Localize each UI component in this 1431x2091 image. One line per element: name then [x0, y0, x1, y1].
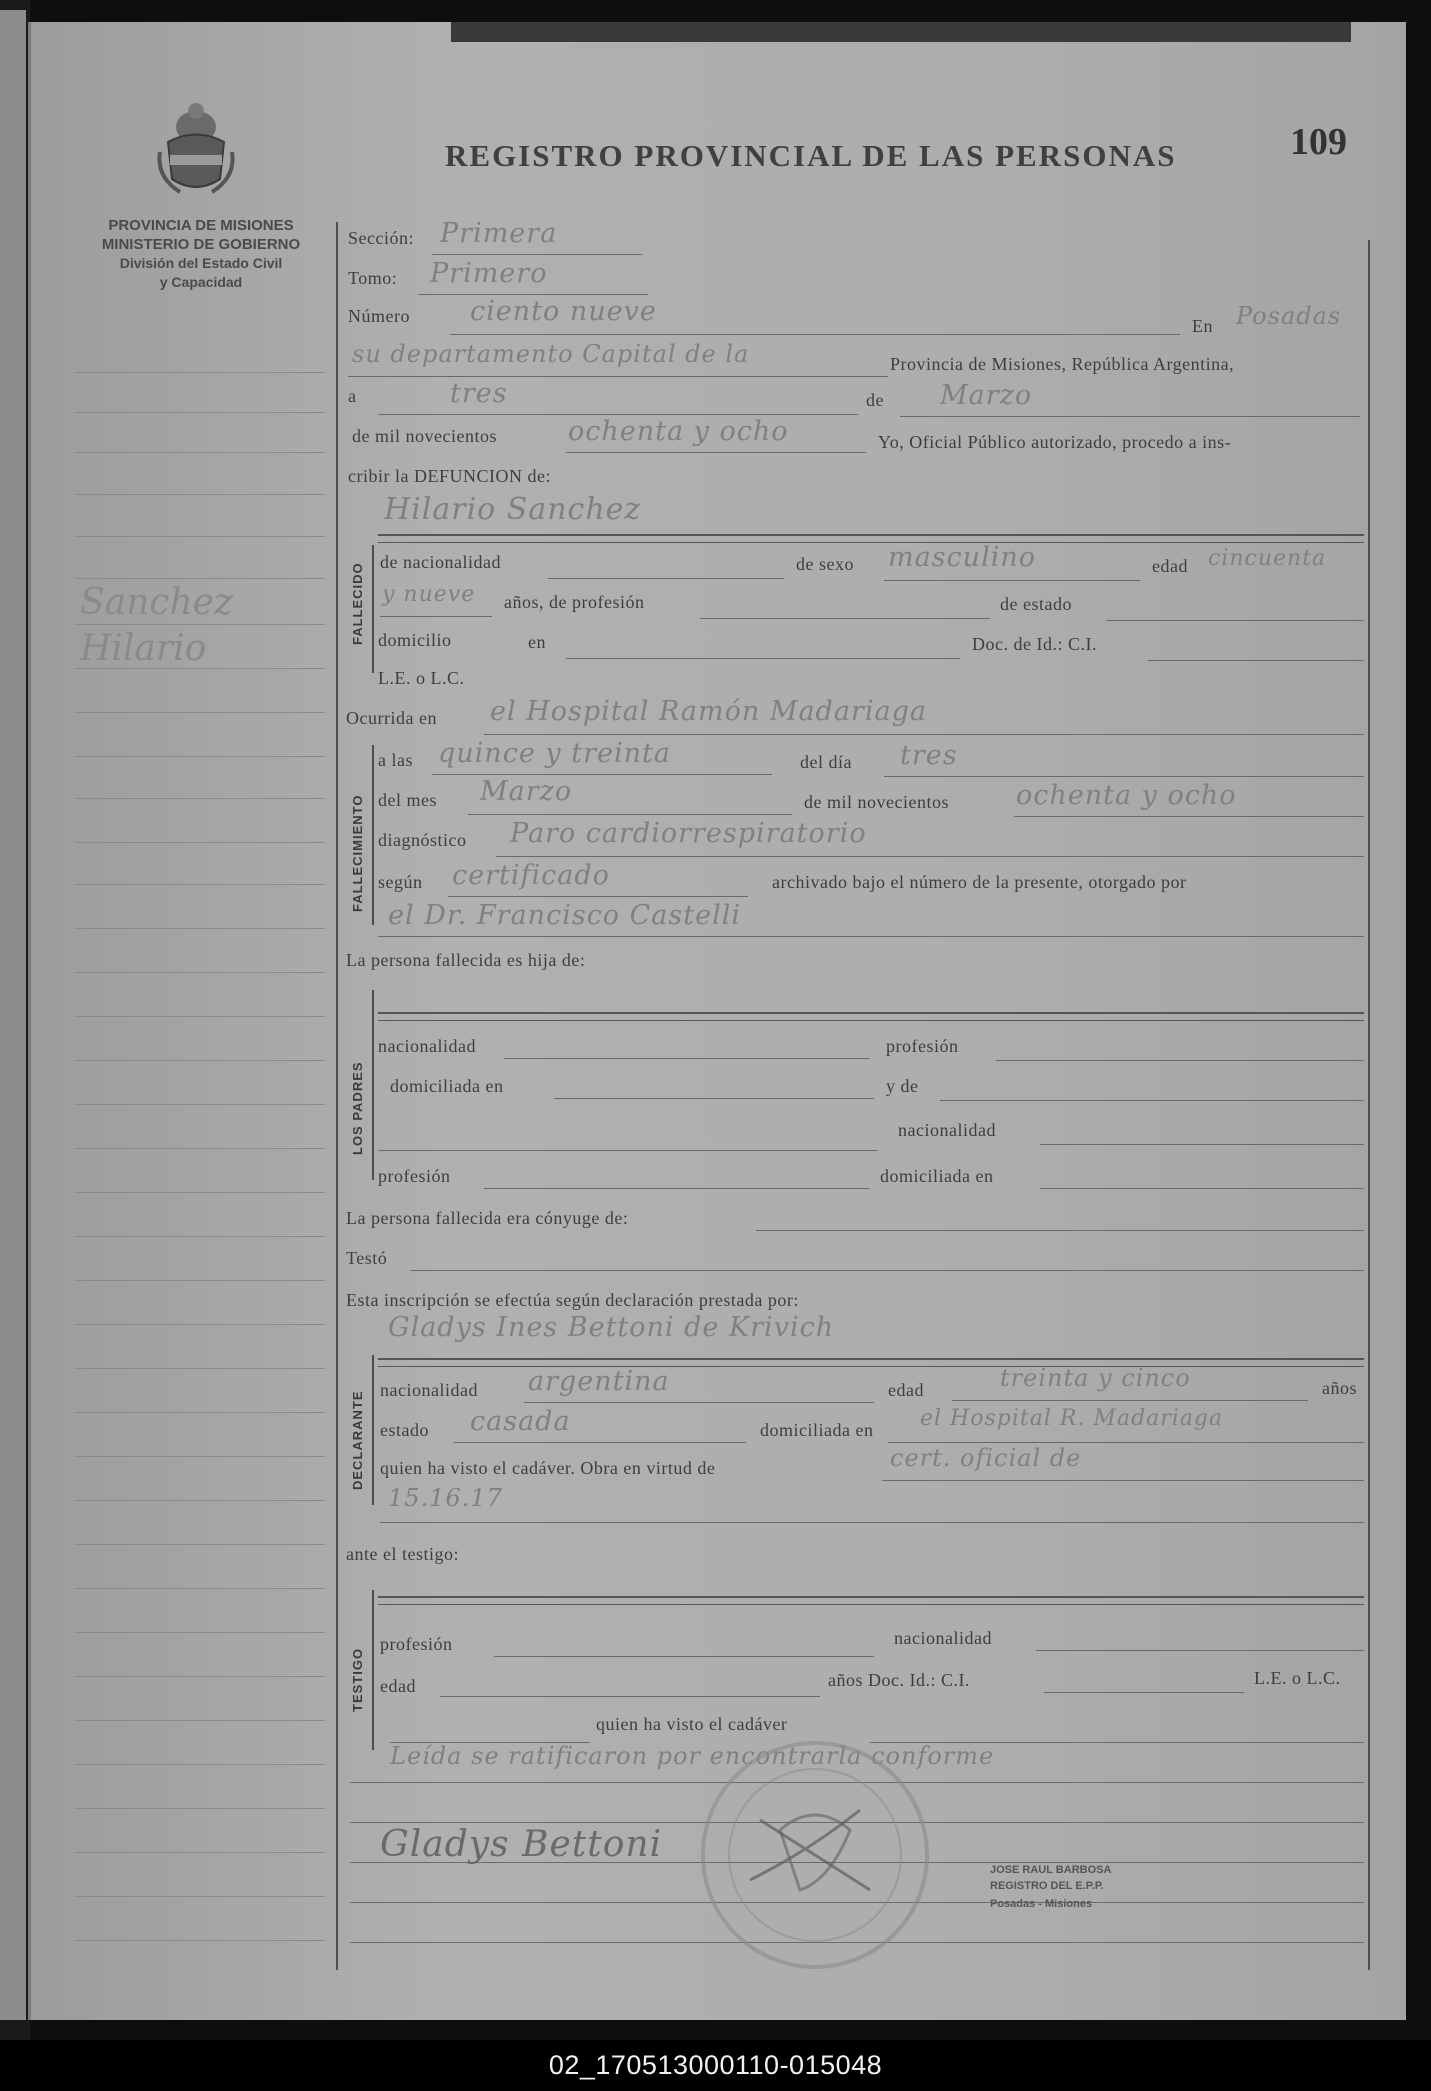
coat-of-arms-icon [154, 97, 238, 197]
label-provincia: Provincia de Misiones, República Argentina, [890, 354, 1235, 374]
label-y-de: y de [886, 1076, 919, 1096]
label-test-edad: edad [380, 1676, 416, 1696]
value-closing-note: Leída se ratificaron por encontrarla conforme [390, 1742, 995, 1770]
left-frame-rule [336, 222, 338, 1970]
label-diagnostico: diagnóstico [378, 830, 467, 850]
label-test-le-lc: L.E. o L.C. [1254, 1668, 1341, 1688]
value-seccion: Primera [440, 218, 558, 249]
padres-rule [372, 990, 374, 1180]
value-deceased-name: Hilario Sanchez [384, 492, 642, 527]
previous-page-edge [0, 10, 26, 2020]
value-tomo: Primero [430, 258, 548, 289]
label-decl-anos: años [1322, 1378, 1357, 1398]
label-oficial: Yo, Oficial Público autorizado, procedo a ins- [878, 432, 1232, 452]
declarant-signature: Gladys Bettoni [380, 1824, 663, 1865]
office-province: PROVINCIA DE MISIONES [108, 217, 294, 234]
label-decl-edad: edad [888, 1380, 924, 1400]
value-edad: cincuenta [1208, 546, 1327, 571]
label-padre-domiciliada: domiciliada en [390, 1076, 504, 1096]
label-testo: Testó [346, 1248, 388, 1268]
value-en-city: Posadas [1236, 302, 1342, 330]
value-dia: tres [900, 740, 958, 771]
officer-stamp-place: Posadas - Misiones [990, 1898, 1093, 1910]
value-decl-domicilio: el Hospital R. Madariaga [920, 1406, 1224, 1431]
folio-number: 109 [1290, 121, 1347, 163]
officer-stamp-name: JOSE RAUL BARBOSA [990, 1864, 1112, 1876]
value-edad-cont: y nueve [382, 582, 476, 607]
value-ocurrida: el Hospital Ramón Madariaga [490, 696, 927, 727]
value-segun: certificado [452, 860, 610, 891]
label-de-estado: de estado [1000, 594, 1072, 614]
label-de-nacionalidad: de nacionalidad [380, 552, 501, 572]
value-decl-estado: casada [470, 1406, 571, 1437]
label-del-mes: del mes [378, 790, 437, 810]
label-en: En [1192, 316, 1213, 336]
label-a: a [348, 386, 357, 406]
label-madre-profesion: profesión [378, 1166, 451, 1186]
margin-note-given-name: Hilario [80, 628, 207, 669]
label-padre-nacionalidad: nacionalidad [378, 1036, 476, 1056]
label-seccion: Sección: [348, 228, 414, 248]
value-sexo: masculino [888, 542, 1036, 573]
fallecido-rule [372, 545, 374, 673]
tag-fallecido: FALLECIDO [350, 562, 365, 645]
label-anos-profesion: años, de profesión [504, 592, 645, 612]
value-declarante-name: Gladys Ines Bettoni de Krivich [388, 1312, 835, 1343]
label-doc-id: Doc. de Id.: C.I. [972, 634, 1097, 654]
issuing-office [66, 216, 336, 292]
value-en-department: su departamento Capital de la [352, 340, 750, 368]
label-domicilio-en: en [528, 632, 546, 652]
label-de-sexo: de sexo [796, 554, 854, 574]
margin-note-surname: Sanchez [80, 582, 233, 623]
label-decl-nacionalidad: nacionalidad [380, 1380, 478, 1400]
label-test-nacionalidad: nacionalidad [894, 1628, 992, 1648]
label-domicilio: domicilio [378, 630, 452, 650]
tag-testigo: TESTIGO [350, 1647, 365, 1712]
label-hija-de: La persona fallecida es hija de: [346, 950, 586, 970]
scan-caption: 02_170513000110-015048 [0, 2040, 1431, 2091]
fallecimiento-rule [372, 745, 374, 925]
value-otorgado-por: el Dr. Francisco Castelli [388, 900, 741, 931]
label-conyuge: La persona fallecida era cónyuge de: [346, 1208, 629, 1228]
label-ocurrida-en: Ocurrida en [346, 708, 437, 728]
label-inscribir: cribir la DEFUNCION de: [348, 466, 551, 486]
label-ante-testigo: ante el testigo: [346, 1544, 459, 1564]
office-ministry: MINISTERIO DE GOBIERNO [101, 236, 301, 253]
label-test-visto: quien ha visto el cadáver [596, 1714, 788, 1734]
label-numero: Número [348, 306, 410, 326]
label-test-profesion: profesión [380, 1634, 453, 1654]
value-decl-obra-cont: 15.16.17 [388, 1484, 503, 1512]
value-diagnostico: Paro cardiorrespiratorio [510, 818, 867, 849]
office-division: División del Estado Civil [119, 255, 283, 271]
label-padre-profesion: profesión [886, 1036, 959, 1056]
label-decl-estado: estado [380, 1420, 429, 1440]
value-day: tres [450, 378, 508, 409]
value-decl-edad: treinta y cinco [1000, 1364, 1191, 1392]
value-decl-obra: cert. oficial de [890, 1444, 1082, 1472]
label-decl-visto: quien ha visto el cadáver. Obra en virtud de [380, 1458, 716, 1478]
label-edad: edad [1152, 556, 1188, 576]
value-decl-nacionalidad: argentina [528, 1366, 670, 1397]
right-frame-rule [1368, 240, 1370, 1970]
label-madre-nacionalidad: nacionalidad [898, 1120, 996, 1140]
value-mes: Marzo [480, 776, 573, 807]
document-title: REGISTRO PROVINCIAL DE LAS PERSONAS [445, 138, 1177, 173]
declarante-rule [372, 1355, 374, 1505]
value-month: Marzo [940, 380, 1033, 411]
label-test-anos-doc: años Doc. Id.: C.I. [828, 1670, 970, 1690]
label-tomo: Tomo: [348, 268, 398, 288]
label-a-las: a las [378, 750, 413, 770]
label-del-dia: del día [800, 752, 852, 772]
label-de-mil-novecientos: de mil novecientos [804, 792, 949, 812]
office-capacity: y Capacidad [159, 274, 243, 290]
value-hora: quince y treinta [438, 738, 671, 769]
tag-los-padres: LOS PADRES [350, 1061, 365, 1155]
page-top-shadow [451, 22, 1351, 42]
label-decl-domiciliada: domiciliada en [760, 1420, 874, 1440]
label-le-lc: L.E. o L.C. [378, 668, 465, 688]
value-year: ochenta y ocho [568, 416, 789, 447]
label-madre-domiciliada: domiciliada en [880, 1166, 994, 1186]
label-de-month: de [866, 390, 884, 410]
testigo-rule [372, 1590, 374, 1750]
label-archivado: archivado bajo el número de la presente, otorgado por [772, 872, 1187, 892]
tag-fallecimiento: FALLECIMIENTO [350, 794, 365, 912]
value-numero: ciento nueve [470, 296, 657, 327]
tag-declarante: DECLARANTE [350, 1390, 365, 1490]
officer-stamp-role: REGISTRO DEL E.P.P. [990, 1880, 1104, 1892]
official-seal-icon [690, 1730, 940, 1980]
value-anio: ochenta y ocho [1016, 780, 1237, 811]
label-mil-novecientos: de mil novecientos [352, 426, 497, 446]
label-inscripcion: Esta inscripción se efectúa según declaración prestada por: [346, 1290, 799, 1310]
label-segun: según [378, 872, 423, 892]
